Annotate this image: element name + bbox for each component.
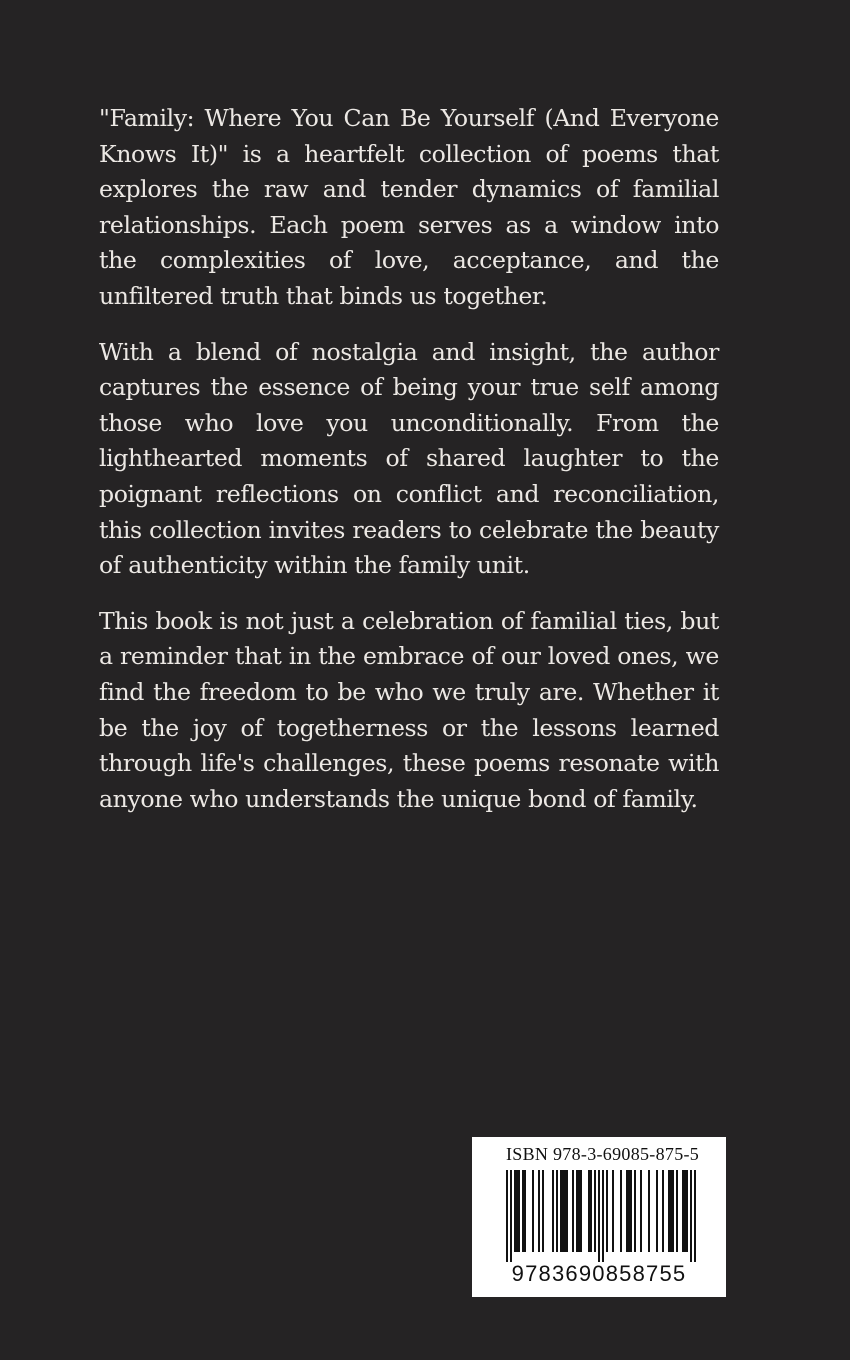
barcode-bar [556, 1170, 558, 1252]
isbn-barcode [472, 1137, 726, 1297]
barcode-bar [594, 1170, 596, 1252]
barcode-bar [662, 1170, 664, 1252]
barcode-bar [668, 1170, 674, 1252]
barcode-bar [676, 1170, 678, 1252]
barcode-bar [634, 1170, 636, 1252]
barcode-bar [598, 1170, 600, 1262]
barcode-bar [620, 1170, 622, 1252]
barcode-bar [514, 1170, 520, 1252]
barcode-bar [542, 1170, 544, 1252]
barcode-bar [538, 1170, 540, 1252]
blurb-paragraph-1: "Family: Where You Can Be Yourself (And Everyone Knows It)" is a heartfelt collection of poems that explores the raw and tender dynamics of familial relationships. Each poem serves as a window into the complexities of love, acceptance, and the unfiltered truth that binds us together. [99, 104, 719, 310]
barcode-bar [682, 1170, 688, 1252]
barcode-bar [506, 1170, 508, 1262]
barcode-bar [690, 1170, 692, 1262]
barcode-bar [626, 1170, 632, 1252]
isbn-label: ISBN 978-3-69085-875-5 [506, 1144, 700, 1164]
barcode-bar [510, 1170, 512, 1262]
barcode-bar [640, 1170, 642, 1252]
blurb-paragraph-2: With a blend of nostalgia and insight, the author captures the essence of being your true self among those who love you unconditionally. From the lighthearted moments of shared laughter to the poignant reflections on conflict and reconciliation, this collection invites readers to celebrate the beauty of authenticity within the family unit. [99, 337, 719, 580]
barcode-bar [522, 1170, 526, 1252]
barcode-bar [572, 1170, 574, 1252]
barcode-bar [552, 1170, 554, 1252]
barcode-bar [532, 1170, 534, 1252]
barcode-bar [606, 1170, 608, 1252]
barcode-bar [694, 1170, 696, 1262]
barcode-bar [560, 1170, 568, 1252]
barcode-bar [576, 1170, 582, 1252]
blurb-paragraph-3: This book is not just a celebration of familial ties, but a reminder that in the embrace of our loved ones, we find the freedom to be who we truly are. Whether it be the joy of togetherness or the lessons learned through life's challenges, these poems resonate with anyone who understands the unique bond of family. [99, 606, 719, 813]
barcode-bar [648, 1170, 650, 1252]
barcode-bar [612, 1170, 614, 1252]
barcode-bar [588, 1170, 592, 1252]
barcode-digits: 9783690858755 [511, 1261, 687, 1286]
barcode-bars [506, 1170, 696, 1262]
blurb-text [99, 101, 719, 837]
barcode-bar [602, 1170, 604, 1262]
barcode-bar [656, 1170, 658, 1252]
